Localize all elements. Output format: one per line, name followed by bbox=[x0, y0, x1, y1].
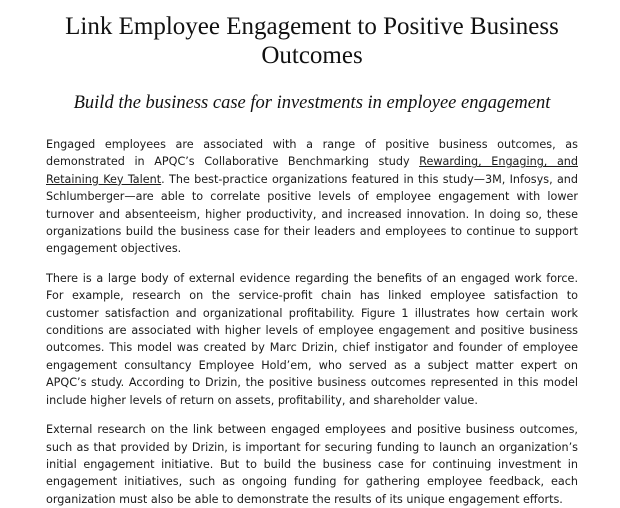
paragraph-1-text-after: . The best-practice organizations featured in this study—3M, Infosys, and Schlumberger—are able to correlate positive levels of employee engagement with lower turnover and absenteeism, higher productivity, and increased innovation. In doing so, these organizations build the business case for their leaders and employees to continue to support engagement objectives. bbox=[46, 172, 579, 256]
page-title: Link Employee Engagement to Positive Business Outcomes bbox=[65, 13, 559, 69]
paragraph-1 bbox=[46, 136, 578, 258]
page-subtitle: Build the business case for investments in employee engagement bbox=[73, 93, 551, 113]
paragraph-2: There is a large body of external evidence regarding the benefits of an engaged work force. For example, research on the service-profit chain has linked employee satisfaction to customer satisfaction and organizational profitability. Figure 1 illustrates how certain work conditions are associated with higher levels of employee engagement and positive business outcomes. This model was created by Marc Drizin, chief instigator and founder of employee engagement consultancy Employee Hold’em, who served as a subject matter expert on APQC’s study. According to Drizin, the positive business outcomes represented in this model include higher levels of return on assets, profitability, and shareholder value. bbox=[46, 271, 578, 407]
paragraph-3: External research on the link between engaged employees and positive business outcomes, such as that provided by Drizin, is important for securing funding to launch an organization’s initial engagement initiative. But to build the business case for continuing investment in engagement initiatives, such as ongoing funding for gathering employee feedback, each organization must also be able to demonstrate the results of its unique engagement efforts. bbox=[46, 423, 578, 506]
paragraph-1-text-before: Engaged employees are associated with a range of positive business outcomes, as demonstrated in APQC’s Collaborative Benchmarking study bbox=[46, 138, 578, 169]
study-title-link[interactable]: Rewarding, Engaging, and Retaining Key Talent bbox=[46, 155, 578, 186]
